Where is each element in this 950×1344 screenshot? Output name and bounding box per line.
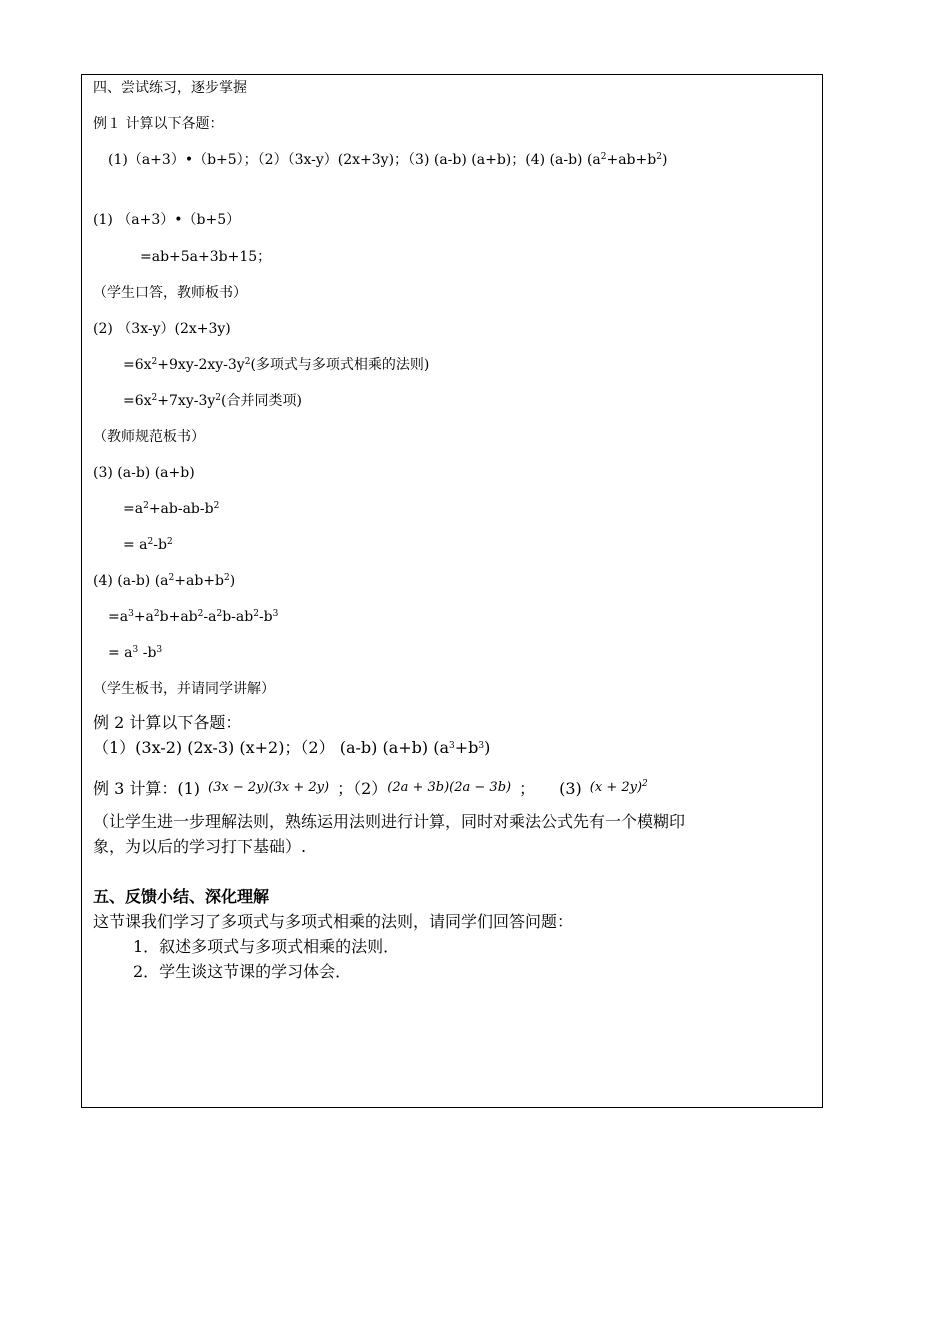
solution2-line3: $=6x^2+7xy-3y^2$(合并同类项) — [123, 393, 302, 409]
example3-note-line2: 象，为以后的学习打下基础）. — [93, 837, 307, 856]
solution1-line2: =ab+5a+3b+15； — [140, 249, 272, 265]
solution3-line3: = $a^2-b^2$ — [123, 537, 173, 553]
note-student-board: （学生板书，并请同学讲解） — [93, 681, 275, 697]
section4-heading: 四、尝试练习，逐步掌握 — [93, 80, 247, 96]
example1-title: 例１ 计算以下各题： — [93, 116, 224, 132]
solution4-line1: (4) (a-b) $(a^2+ab+b^2)$ — [93, 573, 236, 589]
note-teacher-board: （教师规范板书） — [93, 429, 205, 445]
example3-line: 例 3 计算：(1) (3x − 2y)(3x + 2y) ；（2）(2a + 3b)(2a − 3b) ； (3) $(x + 2y)^2$ — [93, 779, 648, 798]
section5-item-1: 1．叙述多项式与多项式相乘的法则． — [133, 937, 400, 956]
example1-items: (1)（a+3）•（b+5）；（2）（3x-y）(2x+3y)；（3) (a-b) (a+b)；(4) (a-b) $(a^2+ab+b^2)$ — [108, 152, 668, 168]
solution4-line3: = $a^3$ $-b^3$ — [108, 645, 163, 661]
section5-intro: 这节课我们学习了多项式与多项式相乘的法则，请同学们回答问题： — [93, 912, 574, 931]
math-expression-1: (3x − 2y)(3x + 2y) — [208, 780, 330, 795]
solution2-line2: $=6x^2+9xy-2xy-3y^2$(多项式与多项式相乘的法则) — [123, 357, 430, 373]
section5-heading: 五、反馈小结、深化理解 — [93, 887, 270, 906]
solution2-line1: (2) （3x-y）(2x+3y) — [93, 321, 231, 337]
example2-title: 例 2 计算以下各题： — [93, 713, 242, 732]
solution3-line1: (3) (a-b) (a+b) — [93, 465, 195, 481]
math-expression-2: (2a + 3b)(2a − 3b) — [387, 780, 512, 795]
note-student-oral: （学生口答，教师板书） — [93, 285, 247, 301]
example3-note-line1: （让学生进一步理解法则，熟练运用法则进行计算，同时对乘法公式先有一个模糊印 — [93, 812, 686, 831]
solution3-line2: $=a^2+ab-ab-b^2$ — [123, 501, 220, 517]
example2-items: （1）(3x-2) (2x-3) (x+2)；（2） (a-b) (a+b) $(a^3+b^3)$ — [93, 738, 491, 757]
solution1-line1: (1) （a+3）•（b+5） — [93, 212, 241, 228]
solution4-line2: $=a^3+a^2b+ab^2-a^2b-ab^2-b^3$ — [108, 609, 279, 625]
math-expression-3: $(x + 2y)^2$ — [589, 779, 648, 795]
section5-item-2: 2．学生谈这节课的学习体会． — [133, 962, 352, 981]
